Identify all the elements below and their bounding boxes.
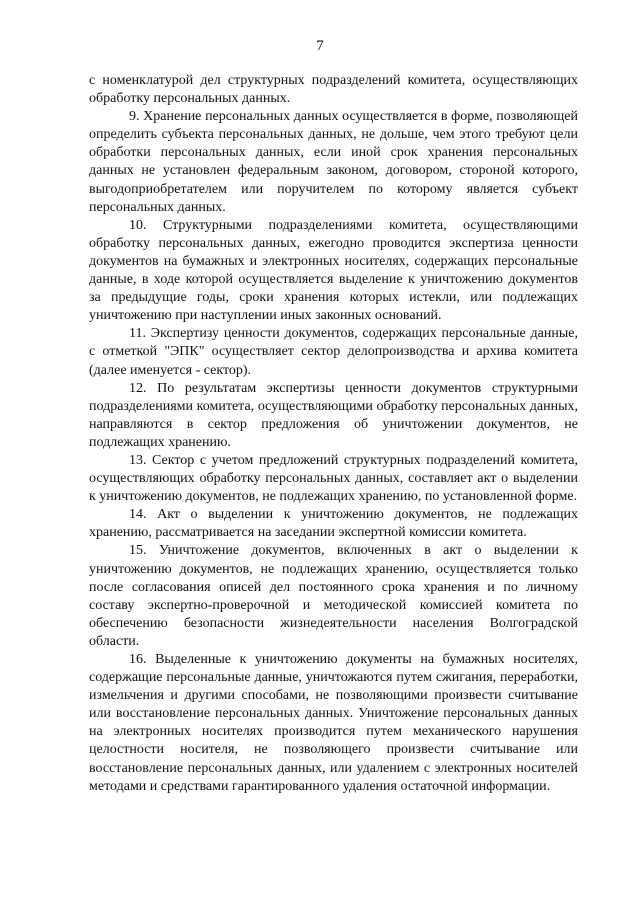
paragraph-10: 10. Структурными подразделениями комитета, осуществляющими обработку персональных данных, ежегодно проводится экспертиза ценности документов на бумажных и электронных носителях, содержащих персональные данные, в ходе которой осуществляется выделение к уничтожению документов за предыдущие годы, сроки хранения которых истекли, или подлежащих уничтожению при наступлении иных законных оснований. <box>89 217 578 324</box>
paragraph-16: 16. Выделенные к уничтожению документы на бумажных носителях, содержащие персональные данные, уничтожаются путем сжигания, переработки, измельчения и другими способами, не позволяющими произвести считывание или восстановление персональных данных. Уничтожение персональных данных на электронных носителях производится путем механического нарушения целостности носителя, не позволяющего произвести считывание или восстановление персональных данных, или удалением с электронных носителей методами и средствами гарантированного удаления остаточной информации. <box>89 652 578 794</box>
paragraph-12: 12. По результатам экспертизы ценности документов структурными подразделениями комитета, осуществляющими обработку персональных данных, направляются в сектор предложения об уничтожении документов, не подлежащих хранению. <box>89 380 578 450</box>
paragraph-11: 11. Экспертизу ценности документов, содержащих персональные данные, с отметкой "ЭПК" осуществляет сектор делопроизводства и архива комитета (далее именуется - сектор). <box>89 326 578 378</box>
document-body <box>89 72 578 796</box>
paragraph-continuation: с номенклатурой дел структурных подразделений комитета, осуществляющих обработку персональных данных. <box>89 73 578 107</box>
paragraph-15: 15. Уничтожение документов, включенных в акт о выделении к уничтожению документов, не подлежащих хранению, осуществляется только после согласования описей дел постоянного срока хранения и по личному составу экспертно-проверочной и методической комиссией комитета по обеспечению безопасности жизнедеятельности населения Волгоградской области. <box>89 543 578 649</box>
paragraph-13: 13. Сектор с учетом предложений структурных подразделений комитета, осуществляющих обработку персональных данных, составляет акт о выделении к уничтожению документов, не подлежащих хранению, по установленной форме. <box>89 452 578 505</box>
paragraph-14: 14. Акт о выделении к уничтожению документов, не подлежащих хранению, рассматривается на заседании экспертной комиссии комитета. <box>89 507 578 541</box>
paragraph-9: 9. Хранение персональных данных осуществляется в форме, позволяющей определить субъекта персональных данных, не дольше, чем этого требуют цели обработки персональных данных, если иной срок хранения персональных данных не установлен федеральным законом, договором, стороной которого, выгодоприобретателем или поручителем по которому является субъект персональных данных. <box>89 109 578 215</box>
page-number: 7 <box>316 38 324 54</box>
